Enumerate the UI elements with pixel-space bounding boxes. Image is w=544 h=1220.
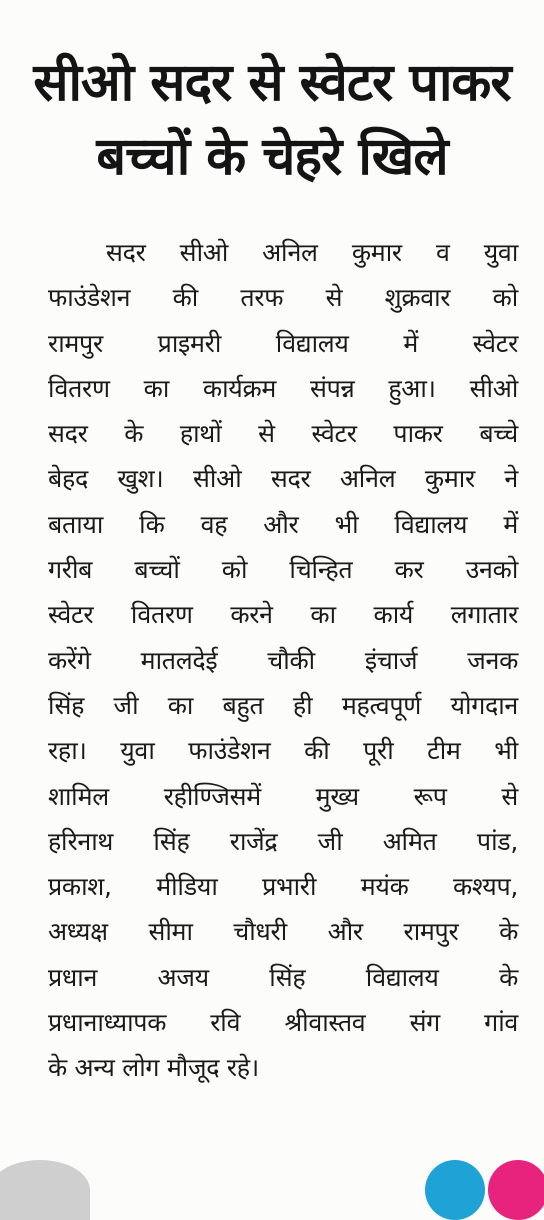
article-line: स्वेटर वितरण करने का कार्य लगातार <box>48 600 518 630</box>
article-line: प्रधान अजय सिंह विद्यालय के <box>48 962 518 992</box>
article-line: बेहद खुश। सीओ सदर अनिल कुमार ने <box>48 464 518 494</box>
article-line: सदर सीओ अनिल कुमार व युवा <box>106 238 518 267</box>
headline-line-2: बच्चों के चेहरे खिले <box>96 127 448 188</box>
article-line: हरिनाथ सिंह राजेंद्र जी अमित पांड, <box>48 826 518 856</box>
corner-decoration <box>0 1160 90 1220</box>
article-line: रामपुर प्राइमरी विद्यालय में स्वेटर <box>48 328 518 358</box>
pink-circle-icon <box>488 1160 544 1220</box>
article-line: बताया कि वह और भी विद्यालय में <box>48 509 518 539</box>
blue-circle-icon <box>425 1160 485 1220</box>
article-line: सिंह जी का बहुत ही महत्वपूर्ण योगदान <box>48 690 518 720</box>
article-line: अध्यक्ष सीमा चौधरी और रामपुर के <box>48 917 518 947</box>
article-line: रहा। युवा फाउंडेशन की पूरी टीम भी <box>48 736 518 766</box>
article-line: करेंगे मातलदेई चौकी इंचार्ज जनक <box>48 645 518 675</box>
article-line: फाउंडेशन की तरफ से शुक्रवार को <box>48 283 518 313</box>
article-line: गरीब बच्चों को चिन्हित कर उनको <box>48 555 518 585</box>
article-line: वितरण का कार्यक्रम संपन्न हुआ। सीओ <box>48 373 518 403</box>
article-line: प्रधानाध्यापक रवि श्रीवास्तव संग गांव <box>48 1008 518 1038</box>
headline <box>0 49 544 191</box>
article-line: शामिल रहीण्जिसमें मुख्य रूप से <box>48 781 518 811</box>
article-line: के अन्य लोग मौजूद रहे। <box>48 1053 259 1083</box>
article-line: सदर के हाथों से स्वेटर पाकर बच्चे <box>48 419 518 449</box>
article-line: प्रकाश, मीडिया प्रभारी मयंक कश्यप, <box>48 872 518 902</box>
article-body <box>48 230 518 1091</box>
headline-line-1: सीओ सदर से स्वेटर पाकर <box>33 53 511 114</box>
